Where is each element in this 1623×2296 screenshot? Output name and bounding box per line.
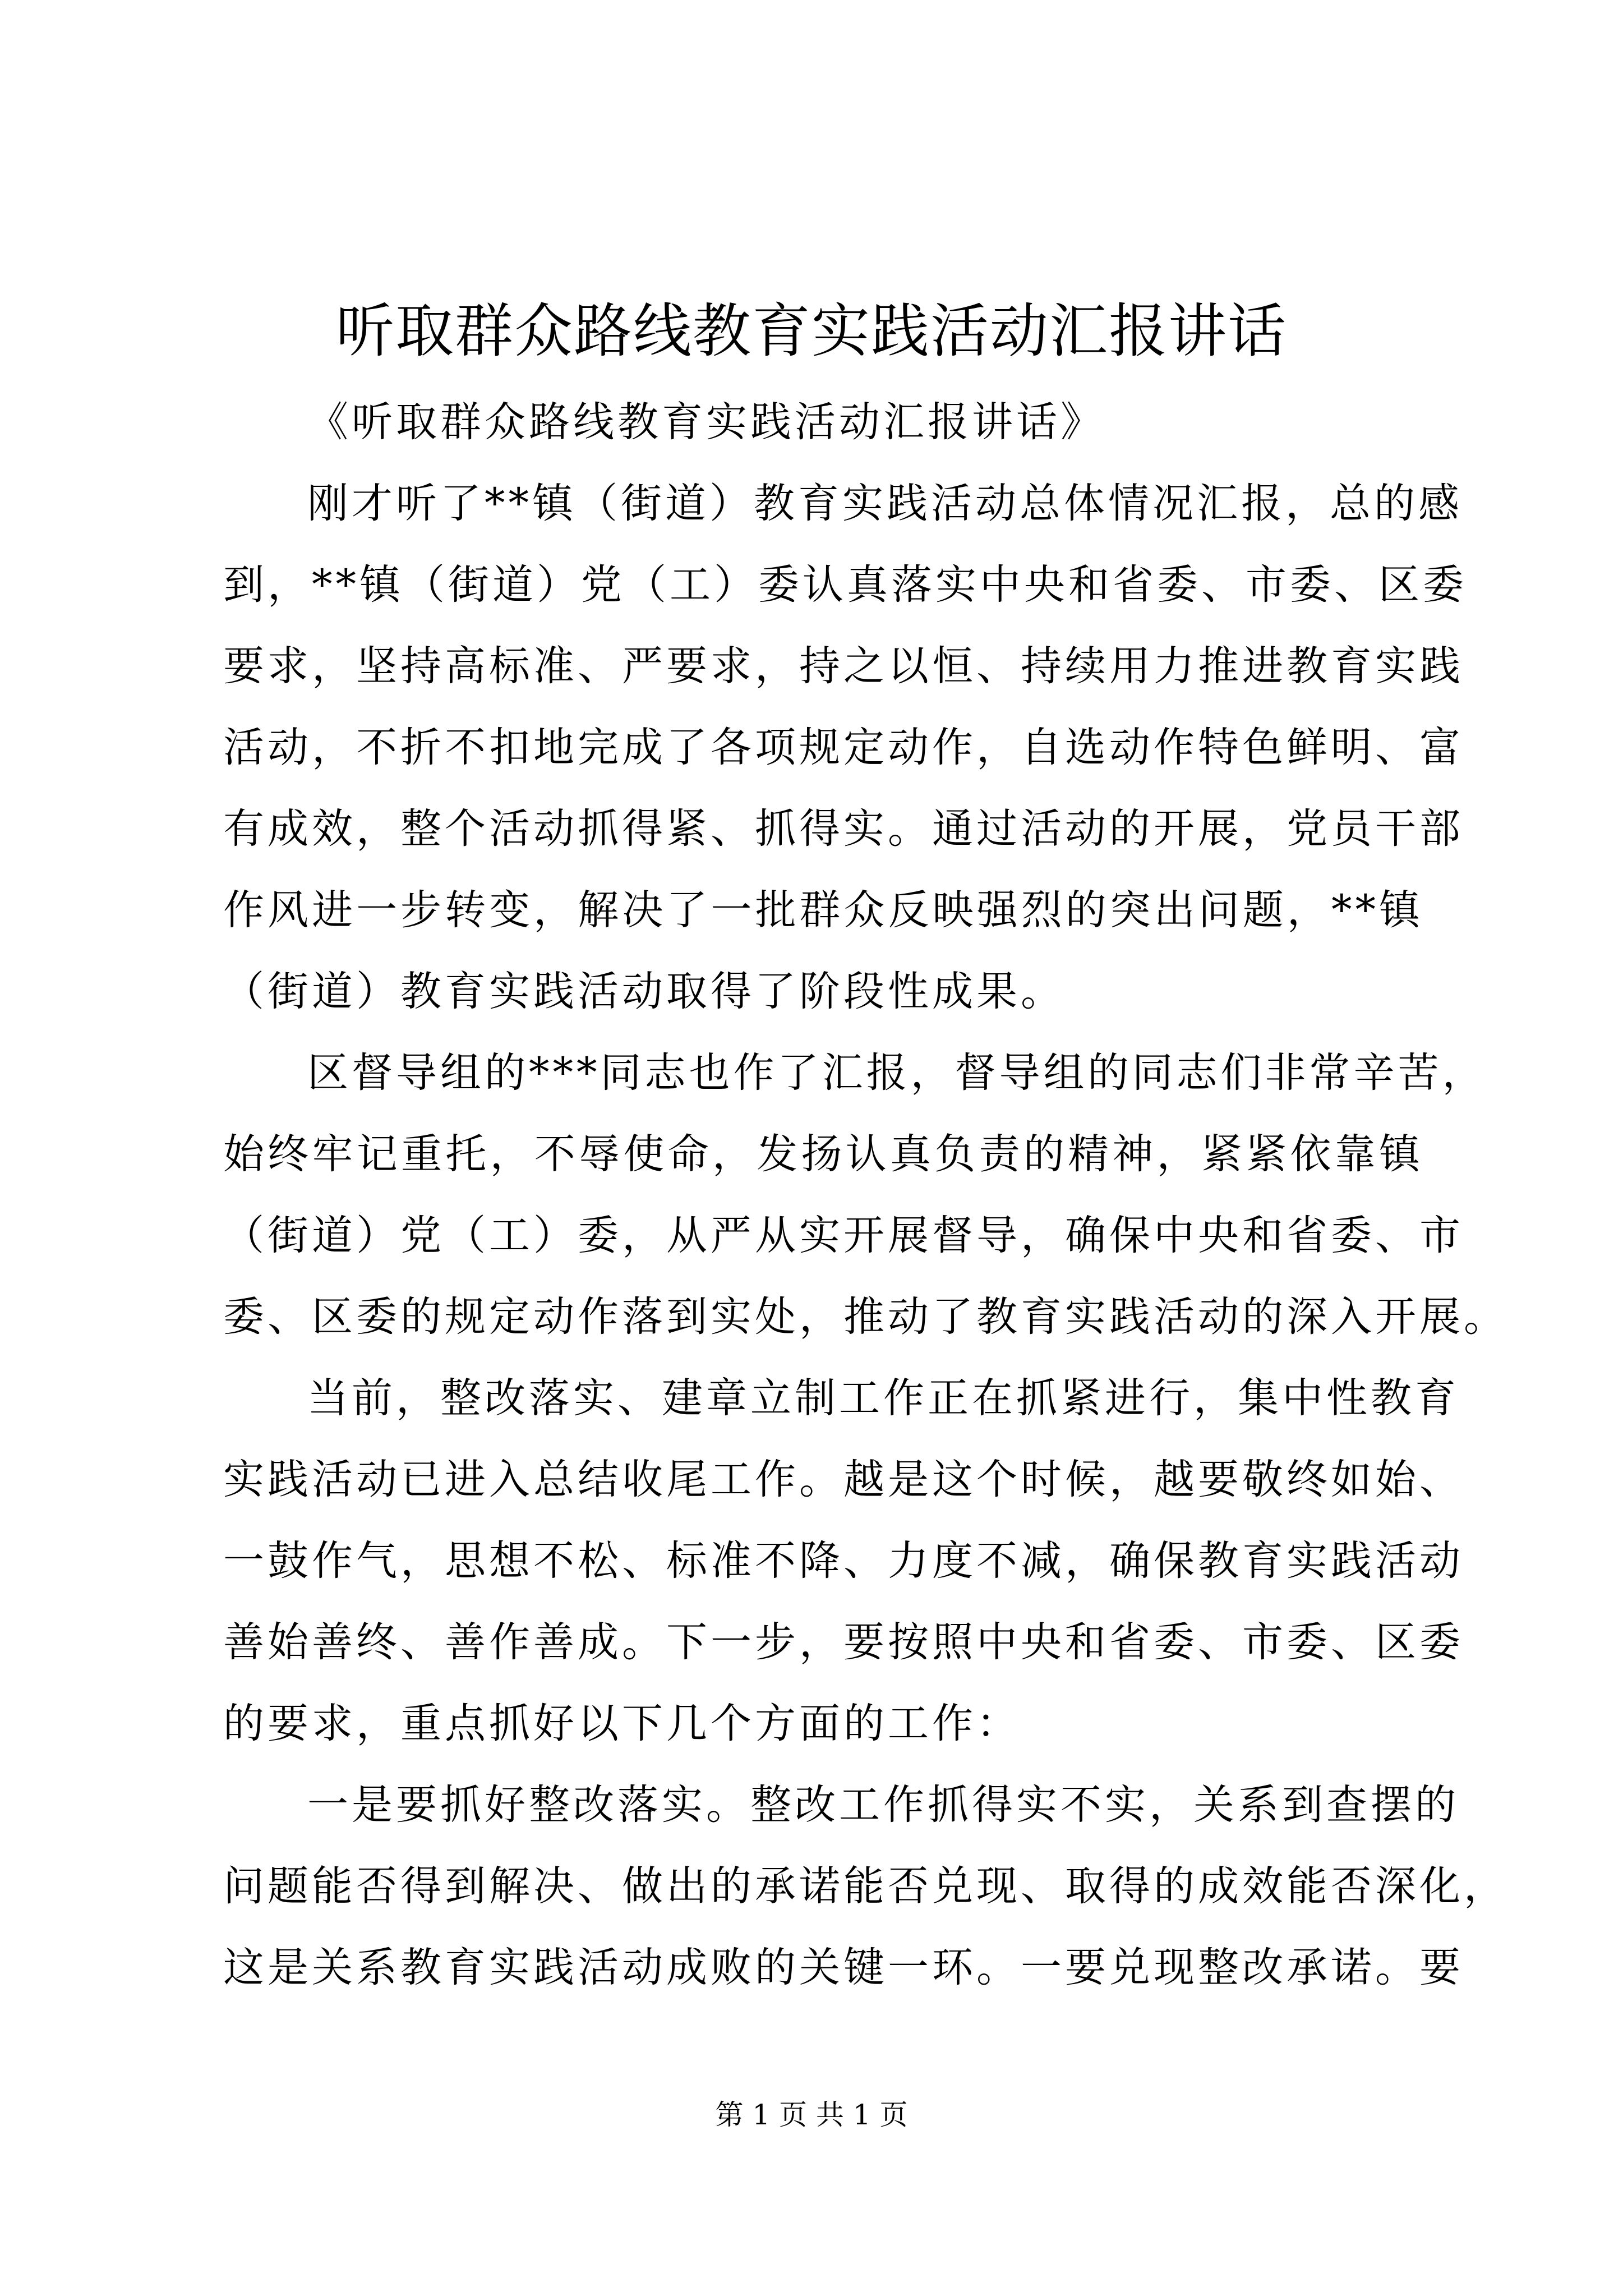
paragraph-line: 有成效，整个活动抓得紧、抓得实。通过活动的开展，党员干部 xyxy=(223,805,1464,853)
paragraph-line: 当前，整改落实、建章立制工作正在抓紧进行，集中性教育 xyxy=(307,1374,1459,1422)
document-title: 听取群众路线教育实践活动汇报讲话 xyxy=(335,297,1287,365)
paragraph-line: 到，**镇（街道）党（工）委认真落实中央和省委、市委、区委 xyxy=(223,561,1467,609)
paragraph-line: 始终牢记重托，不辱使命，发扬认真负责的精神，紧紧依靠镇 xyxy=(223,1130,1423,1178)
document-body xyxy=(223,381,1508,2008)
paragraph-line: 活动，不折不扣地完成了各项规定动作，自选动作特色鲜明、富 xyxy=(223,724,1464,771)
page-footer: 第 1 页 共 1 页 xyxy=(715,2099,908,2131)
paragraph-line: （街道）党（工）委，从严从实开展督导，确保中央和省委、市 xyxy=(223,1212,1464,1259)
paragraph-line: （街道）教育实践活动取得了阶段性成果。 xyxy=(223,968,1065,1015)
paragraph-line: 刚才听了**镇（街道）教育实践活动总体情况汇报，总的感 xyxy=(307,480,1463,527)
paragraph-line: 委、区委的规定动作落到实处，推动了教育实践活动的深入开展。 xyxy=(223,1293,1508,1341)
paragraph-line: 一鼓作气，思想不松、标准不降、力度不减，确保教育实践活动 xyxy=(223,1537,1464,1585)
paragraph-line: 要求，坚持高标准、严要求，持之以恒、持续用力推进教育实践 xyxy=(223,642,1464,690)
paragraph-line: 一是要抓好整改落实。整改工作抓得实不实，关系到查摆的 xyxy=(307,1781,1459,1829)
paragraph-line: 实践活动已进入总结收尾工作。越是这个时候，越要敬终如始、 xyxy=(223,1456,1464,1503)
paragraph-line: 善始善终、善作善成。下一步，要按照中央和省委、市委、区委 xyxy=(223,1618,1464,1666)
paragraph-line: 区督导组的***同志也作了汇报，督导组的同志们非常辛苦， xyxy=(307,1049,1487,1097)
paragraph-line: 这是关系教育实践活动成败的关键一环。一要兑现整改承诺。要 xyxy=(223,1944,1464,1991)
paragraph-line: 作风进一步转变，解决了一批群众反映强烈的突出问题，**镇 xyxy=(223,886,1423,934)
subtitle-line: 《听取群众路线教育实践活动汇报讲话》 xyxy=(307,398,1105,446)
paragraph-line: 的要求，重点抓好以下几个方面的工作： xyxy=(223,1700,1021,1747)
paragraph-line: 问题能否得到解决、做出的承诺能否兑现、取得的成效能否深化， xyxy=(223,1862,1508,1910)
